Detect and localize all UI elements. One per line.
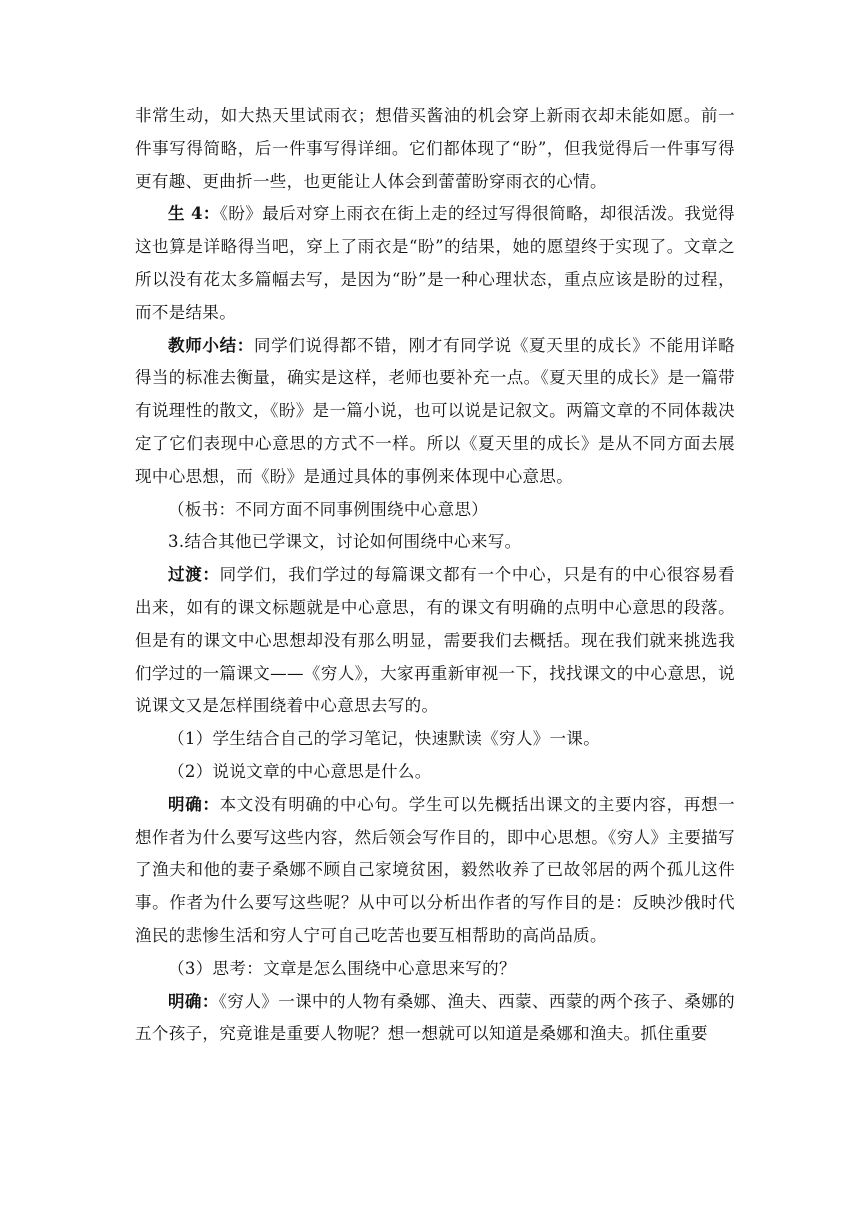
paragraph-teacher-summary	[135, 330, 735, 494]
paragraph-text: 3.结合其他已学课文，讨论如何围绕中心来写。	[168, 532, 522, 552]
paragraph-lead: 明确：	[168, 794, 220, 814]
paragraph-lead: 教师小结：	[168, 335, 254, 355]
paragraph-clarify-1	[135, 789, 735, 953]
paragraph-text: （2）说说文章的中心意思是什么。	[168, 761, 432, 781]
paragraph-item-2	[135, 756, 735, 789]
paragraph-text: 同学们说得都不错，刚才有同学说《夏天里的成长》不能用详略得当的标准去衡量，确实是这样，老师也要补充一点。《夏天里的成长》是一篇带有说理性的散文，《盼》是一篇小说，也可以说是记叙文。两篇文章的不同体裁决定了它们表现中心意思的方式不一样。所以《夏天里的成长》是从不同方面去展现中心思想，而《盼》是通过具体的事例来体现中心意思。	[135, 335, 735, 486]
paragraph-text: 本文没有明确的中心句。学生可以先概括出课文的主要内容，再想一想作者为什么要写这些内容，然后领会写作目的，即中心思想。《穷人》主要描写了渔夫和他的妻子桑娜不顾自己家境贫困，毅然收养了已故邻居的两个孤儿这件事。作者为什么要写这些呢？从中可以分析出作者的写作目的是：反映沙俄时代渔民的悲惨生活和穷人宁可自己吃苦也要互相帮助的高尚品质。	[135, 794, 735, 945]
paragraph-blackboard-note	[135, 494, 735, 527]
paragraph-item-3	[135, 953, 735, 986]
paragraph-text: （3）思考：文章是怎么围绕中心意思来写的？	[168, 958, 516, 978]
paragraph-step-3	[135, 526, 735, 559]
paragraph-clarify-2	[135, 986, 735, 1052]
paragraph-student-4	[135, 198, 735, 329]
paragraph-text: 同学们，我们学过的每篇课文都有一个中心，只是有的中心很容易看出来，如有的课文标题就是中心意思，有的课文有明确的点明中心意思的段落。但是有的课文中心思想却没有那么明显，需要我们去概括。现在我们就来挑选我们学过的一篇课文——《穷人》，大家再重新审视一下，找找课文的中心意思，说说课文又是怎样围绕着中心意思去写的。	[135, 565, 735, 716]
paragraph-text: （1）学生结合自己的学习笔记，快速默读《穷人》一课。	[168, 729, 601, 749]
paragraph-lead: 过渡：	[168, 565, 220, 585]
paragraph-lead: 明确：	[168, 991, 219, 1011]
paragraph-continued	[135, 100, 735, 198]
paragraph-text: 《盼》最后对穿上雨衣在街上走的经过写得很简略，却很活泼。我觉得这也算是详略得当吧，穿上了雨衣是“盼”的结果，她的愿望终于实现了。文章之所以没有花太多篇幅去写，是因为“盼”是一种心理状态，重点应该是盼的过程，而不是结果。	[135, 204, 735, 322]
paragraph-transition	[135, 559, 735, 723]
paragraph-lead: 生 4：	[168, 204, 220, 224]
paragraph-item-1	[135, 723, 735, 756]
paragraph-text: 非常生动，如大热天里试雨衣；想借买酱油的机会穿上新雨衣却未能如愿。前一件事写得简略，后一件事写得详细。它们都体现了“盼”，但我觉得后一件事写得更有趣、更曲折一些，也更能让人体会到蕾蕾盼穿雨衣的心情。	[135, 106, 735, 191]
paragraph-text: （板书：不同方面不同事例围绕中心意思）	[168, 499, 489, 519]
document-body	[135, 100, 735, 1051]
paragraph-text: 《穷人》一课中的人物有桑娜、渔夫、西蒙、西蒙的两个孩子、桑娜的五个孩子，究竟谁是重要人物呢？想一想就可以知道是桑娜和渔夫。抓住重要	[135, 991, 735, 1044]
